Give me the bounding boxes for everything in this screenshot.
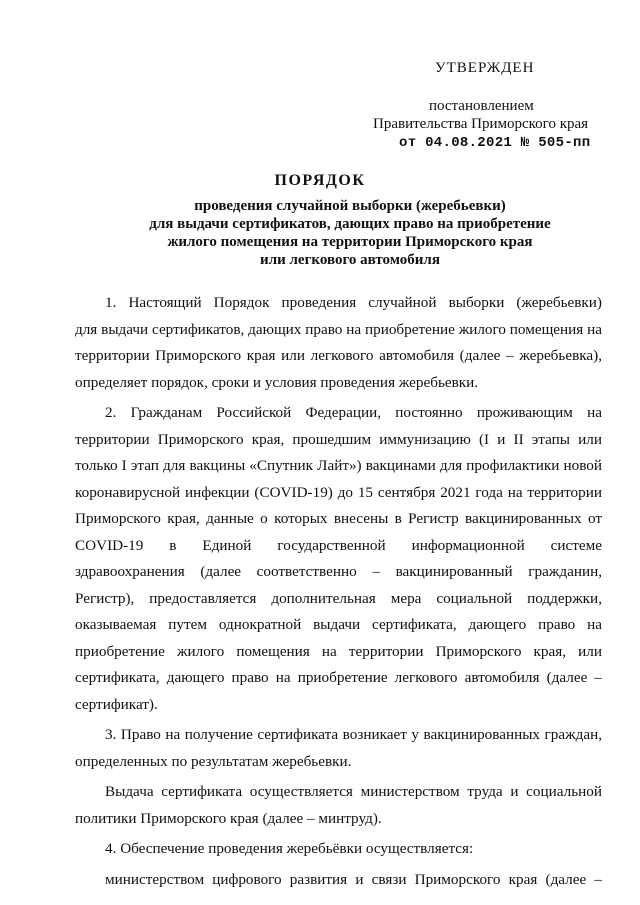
paragraph-line: 4. Обеспечение проведения жеребьёвки осуществляется: (105, 840, 474, 857)
paragraph-line: коронавирусной инфекции (COVID-19) до 15 сентября 2021 года на территории (75, 483, 602, 501)
subtitle-line: или легкового автомобиля (260, 252, 440, 268)
decree-line-2: Правительства Приморского края (373, 116, 589, 132)
paragraph-line: для выдачи сертификатов, дающих право на приобретение жилого помещения на (75, 320, 602, 338)
document-title: ПОРЯДОК (274, 172, 366, 189)
paragraph (75, 779, 602, 832)
approved-stamp: УТВЕРЖДЕН (435, 60, 535, 76)
subtitle-line: жилого помещения на территории Приморского края (167, 234, 533, 250)
paragraph (75, 722, 602, 775)
paragraph (75, 836, 602, 863)
decree-date: от 04.08.2021 № 505-пп (399, 135, 591, 151)
paragraph-line: 3. Право на получение сертификата возникает у вакцинированных граждан, (105, 726, 602, 743)
paragraph-line: сертификата, дающего право на приобретение легкового автомобиля (далее – (75, 669, 602, 686)
paragraph-line: территории Приморского края или легкового автомобиля (далее – жеребьевка), (75, 347, 602, 364)
paragraph-line: Выдача сертификата осуществляется министерством труда и социальной (105, 783, 602, 800)
paragraph (75, 400, 602, 718)
paragraph-line: политики Приморского края (далее – минтруд). (75, 809, 382, 827)
subtitle-line: проведения случайной выборки (жеребьевки) (194, 198, 506, 214)
paragraph-line: определяет порядок, сроки и условия проведения жеребьевки. (75, 373, 479, 391)
paragraph-line: только I этап для вакцины «Спутник Лайт») вакцинами для профилактики новой (75, 457, 602, 474)
paragraph-line: оказываемая путем однократной выдачи сертификата, дающего право на (75, 616, 602, 633)
paragraph-line: приобретение жилого помещения на территории Приморского края, или (75, 642, 602, 660)
paragraph-line: сертификат). (75, 695, 158, 713)
paragraph-line: COVID-19 в Единой государственной информационной системе (75, 536, 602, 554)
decree-line-1: постановлением (429, 98, 534, 114)
paragraph-line: 1. Настоящий Порядок проведения случайной выборки (жеребьевки) (105, 294, 602, 311)
paragraph (75, 867, 602, 894)
paragraph-line: министерством цифрового развития и связи Приморского края (далее – (105, 870, 602, 888)
document-body (75, 290, 602, 893)
subtitle-line: для выдачи сертификатов, дающих право на приобретение (149, 216, 551, 232)
paragraph-line: здравоохранения (далее соответственно – вакцинированный гражданин, (75, 563, 602, 580)
paragraph (75, 290, 602, 396)
paragraph-line: Приморского края, данные о которых внесены в Регистр вакцинированных от (75, 510, 602, 527)
paragraph-line: 2. Гражданам Российской Федерации, постоянно проживающим на (105, 404, 602, 421)
paragraph-line: территории Приморского края, прошедшим иммунизацию (I и II этапы или (75, 430, 602, 448)
document-subtitle (60, 197, 640, 269)
paragraph-line: Регистр), предоставляется дополнительная мера социальной поддержки, (75, 589, 602, 607)
paragraph-line: определенных по результатам жеребьевки. (75, 752, 352, 770)
